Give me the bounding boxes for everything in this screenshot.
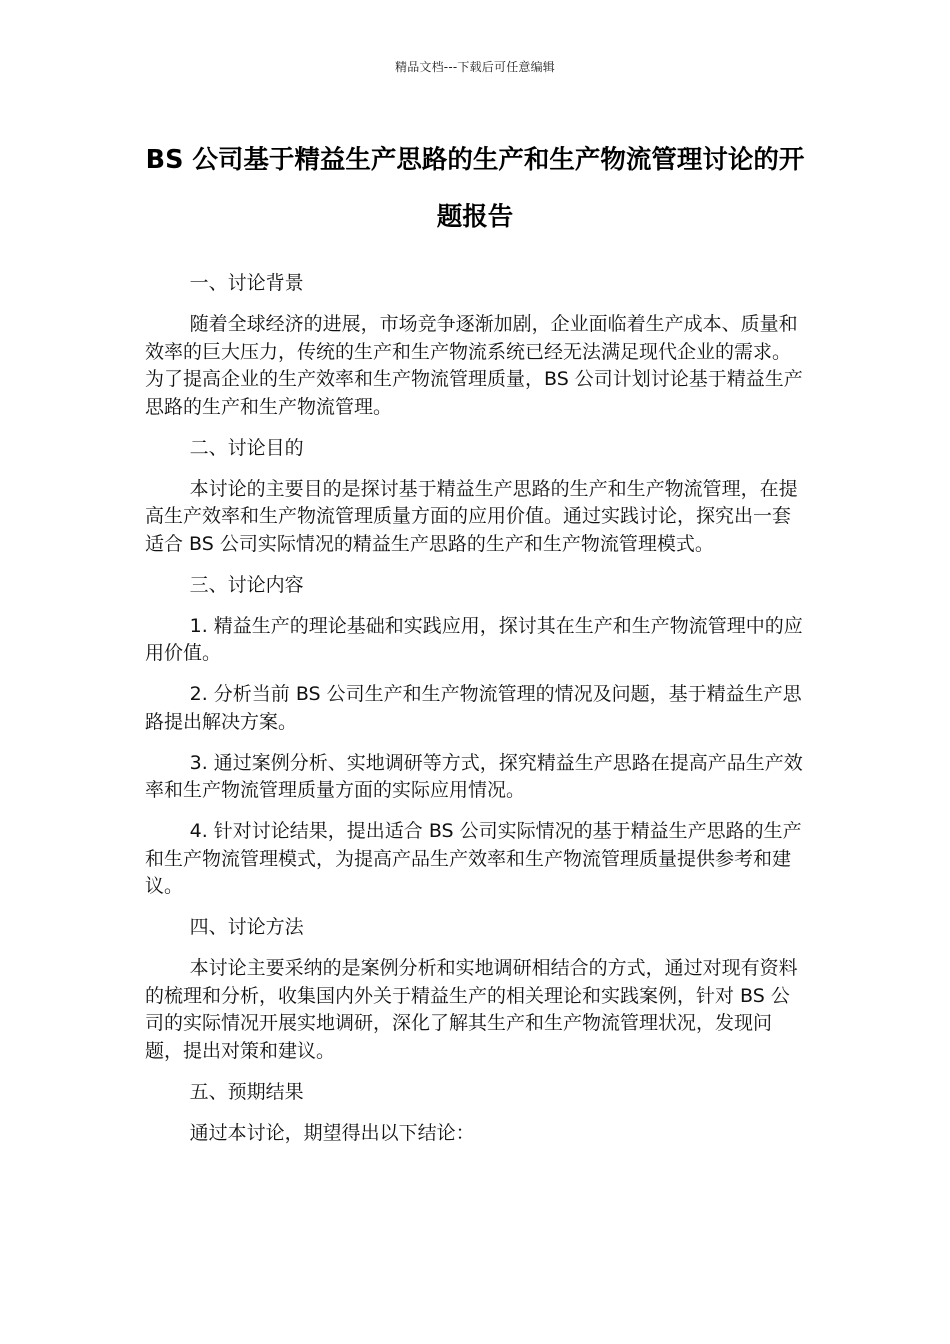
section-text-purpose: 本讨论的主要目的是探讨基于精益生产思路的生产和生产物流管理，在提高生产效率和生产物流管理质量方面的应用价值。通过实践讨论，探究出一套适合 BS 公司实际情况的精益生产思路的生产和生产物流管理模式。 xyxy=(145,477,798,555)
section-heading-results: 五、预期结果 xyxy=(189,1080,304,1103)
document-title: BS 公司基于精益生产思路的生产和生产物流管理讨论的开题报告 xyxy=(145,145,805,232)
section-heading-background: 一、讨论背景 xyxy=(189,272,304,294)
content-item-3: 3. 通过案例分析、实地调研等方式，探究精益生产思路在提高产品生产效率和生产物流管理质量方面的实际应用情况。 xyxy=(145,751,803,801)
section-heading-method: 四、讨论方法 xyxy=(189,916,304,938)
header-note: 精品文档---下载后可任意编辑 xyxy=(395,60,555,74)
section-text-background: 随着全球经济的进展，市场竞争逐渐加剧，企业面临着生产成本、质量和效率的巨大压力，传统的生产和生产物流系统已经无法满足现代企业的需求。为了提高企业的生产效率和生产物流管理质量，BS 公司计划讨论基于精益生产思路的生产和生产物流管理。 xyxy=(145,313,803,418)
section-text-results: 通过本讨论，期望得出以下结论： xyxy=(189,1121,475,1144)
section-text-method: 本讨论主要采纳的是案例分析和实地调研相结合的方式，通过对现有资料的梳理和分析，收集国内外关于精益生产的相关理论和实践案例，针对 BS 公司的实际情况开展实地调研，深化了解其生产和生产物流管理状况，发现问题，提出对策和建议。 xyxy=(145,957,798,1062)
content-item-4: 4. 针对讨论结果，提出适合 BS 公司实际情况的基于精益生产思路的生产和生产物流管理模式，为提高产品生产效率和生产物流管理质量提供参考和建议。 xyxy=(145,820,802,897)
content-item-1: 1. 精益生产的理论基础和实践应用，探讨其在生产和生产物流管理中的应用价值。 xyxy=(145,614,803,664)
section-heading-purpose: 二、讨论目的 xyxy=(189,436,304,459)
section-heading-content: 三、讨论内容 xyxy=(189,573,304,596)
content-item-2: 2. 分析当前 BS 公司生产和生产物流管理的情况及问题，基于精益生产思路提出解决方案。 xyxy=(145,683,802,733)
document-body xyxy=(145,270,805,1161)
